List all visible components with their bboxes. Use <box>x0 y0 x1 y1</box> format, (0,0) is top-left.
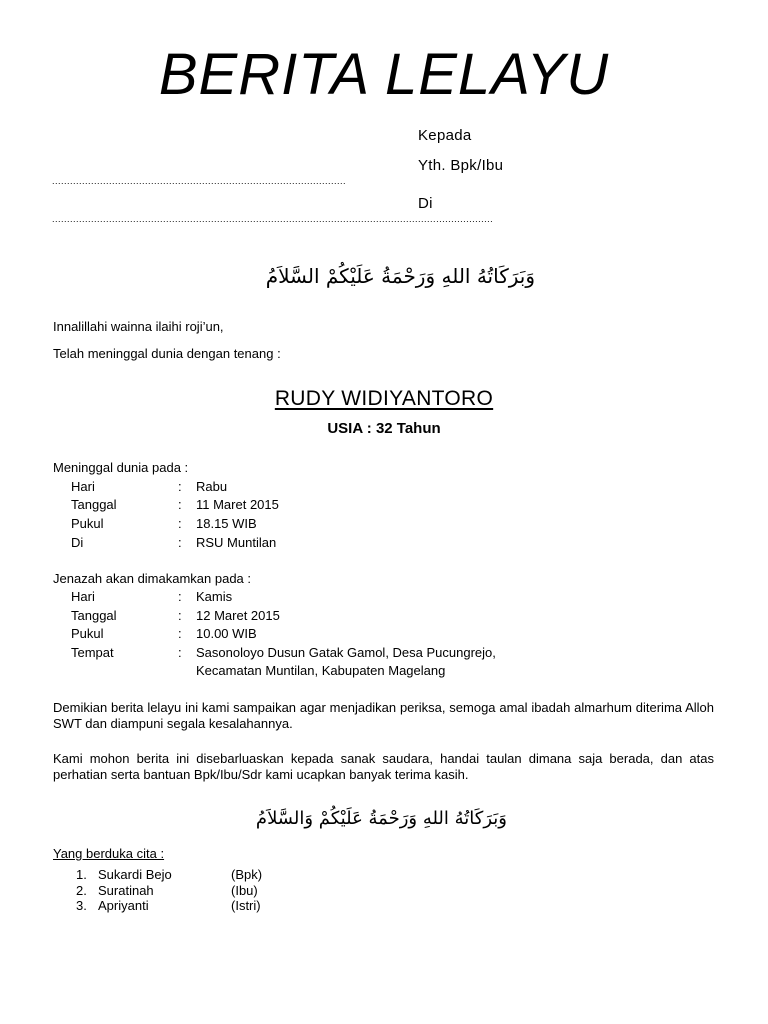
burial-place-label: Tempat <box>71 645 114 660</box>
burial-time-colon: : <box>178 626 182 641</box>
mourner-3-relation: (Istri) <box>231 898 261 913</box>
recipient-di: Di <box>418 195 433 212</box>
death-day-colon: : <box>178 479 182 494</box>
mourner-2-relation: (Ibu) <box>231 883 258 898</box>
death-day-value: Rabu <box>196 479 228 494</box>
salam-bottom: وَبَرَكَاتُهُ اللهِ وَرَحْمَةُ عَلَيْكُمْ وَالسَّلاَمُ <box>255 808 507 829</box>
mourner-3-number: 3. <box>76 898 87 913</box>
death-date-colon: : <box>178 497 182 512</box>
recipient-to: Kepada <box>418 127 472 144</box>
mourner-2-number: 2. <box>76 883 87 898</box>
recipient-yth: Yth. Bpk/Ibu <box>418 157 504 174</box>
burial-time-value: 10.00 WIB <box>196 626 257 641</box>
recipient-name-dots: .................................................................................................. <box>52 176 347 186</box>
deceased-name: RUDY WIDIYANTORO <box>274 387 494 410</box>
mourner-1-name: Sukardi Bejo <box>98 867 172 882</box>
mourners-heading: Yang berduka cita : <box>53 846 165 861</box>
salam-top: وَبَرَكَاتُهُ اللهِ وَرَحْمَةُ عَلَيْكُمْ السَّلاَمُ <box>265 264 535 288</box>
closing-paragraph-2: Kami mohon berita ini disebarluaskan kepada sanak saudara, handai taulan dimana saja berada, dan atas perhatian serta bantuan Bpk/Ibu/Sdr kami ucapkan banyak terima kasih. <box>53 751 714 782</box>
recipient-address-dots: ................................................................................................................................................... <box>52 214 494 224</box>
deceased-age: USIA : 32 Tahun <box>327 420 441 437</box>
burial-heading: Jenazah akan dimakamkan pada : <box>53 571 252 586</box>
closing-paragraph-1: Demikian berita lelayu ini kami sampaikan agar menjadikan periksa, semoga amal ibadah almarhum diterima Alloh SWT dan diampuni segala kesalahannya. <box>53 700 714 731</box>
burial-time-label: Pukul <box>71 626 104 641</box>
burial-day-value: Kamis <box>196 589 233 604</box>
burial-date-value: 12 Maret 2015 <box>196 608 280 623</box>
burial-date-colon: : <box>178 608 182 623</box>
burial-place-colon: : <box>178 645 182 660</box>
death-time-value: 18.15 WIB <box>196 516 257 531</box>
death-heading: Meninggal dunia pada : <box>53 460 189 475</box>
death-day-label: Hari <box>71 479 95 494</box>
burial-place-value-line2: Kecamatan Muntilan, Kabupaten Magelang <box>196 663 446 678</box>
mourner-3-name: Apriyanti <box>98 898 149 913</box>
document-title: BERITA LELAYU <box>158 42 610 107</box>
mourner-2-name: Suratinah <box>98 883 154 898</box>
death-place-colon: : <box>178 535 182 550</box>
death-date-label: Tanggal <box>71 497 117 512</box>
death-place-value: RSU Muntilan <box>196 535 277 550</box>
mourner-1-relation: (Bpk) <box>231 867 263 882</box>
burial-day-label: Hari <box>71 589 95 604</box>
death-time-colon: : <box>178 516 182 531</box>
burial-place-value: Sasonoloyo Dusun Gatak Gamol, Desa Pucungrejo, <box>196 645 496 660</box>
burial-day-colon: : <box>178 589 182 604</box>
death-date-value: 11 Maret 2015 <box>196 497 279 512</box>
death-place-label: Di <box>71 535 84 550</box>
death-time-label: Pukul <box>71 516 104 531</box>
mourner-1-number: 1. <box>76 867 87 882</box>
opening-text: Innalillahi wainna ilaihi roji’un, <box>53 319 224 334</box>
burial-date-label: Tanggal <box>71 608 117 623</box>
intro-text: Telah meninggal dunia dengan tenang : <box>53 346 281 361</box>
